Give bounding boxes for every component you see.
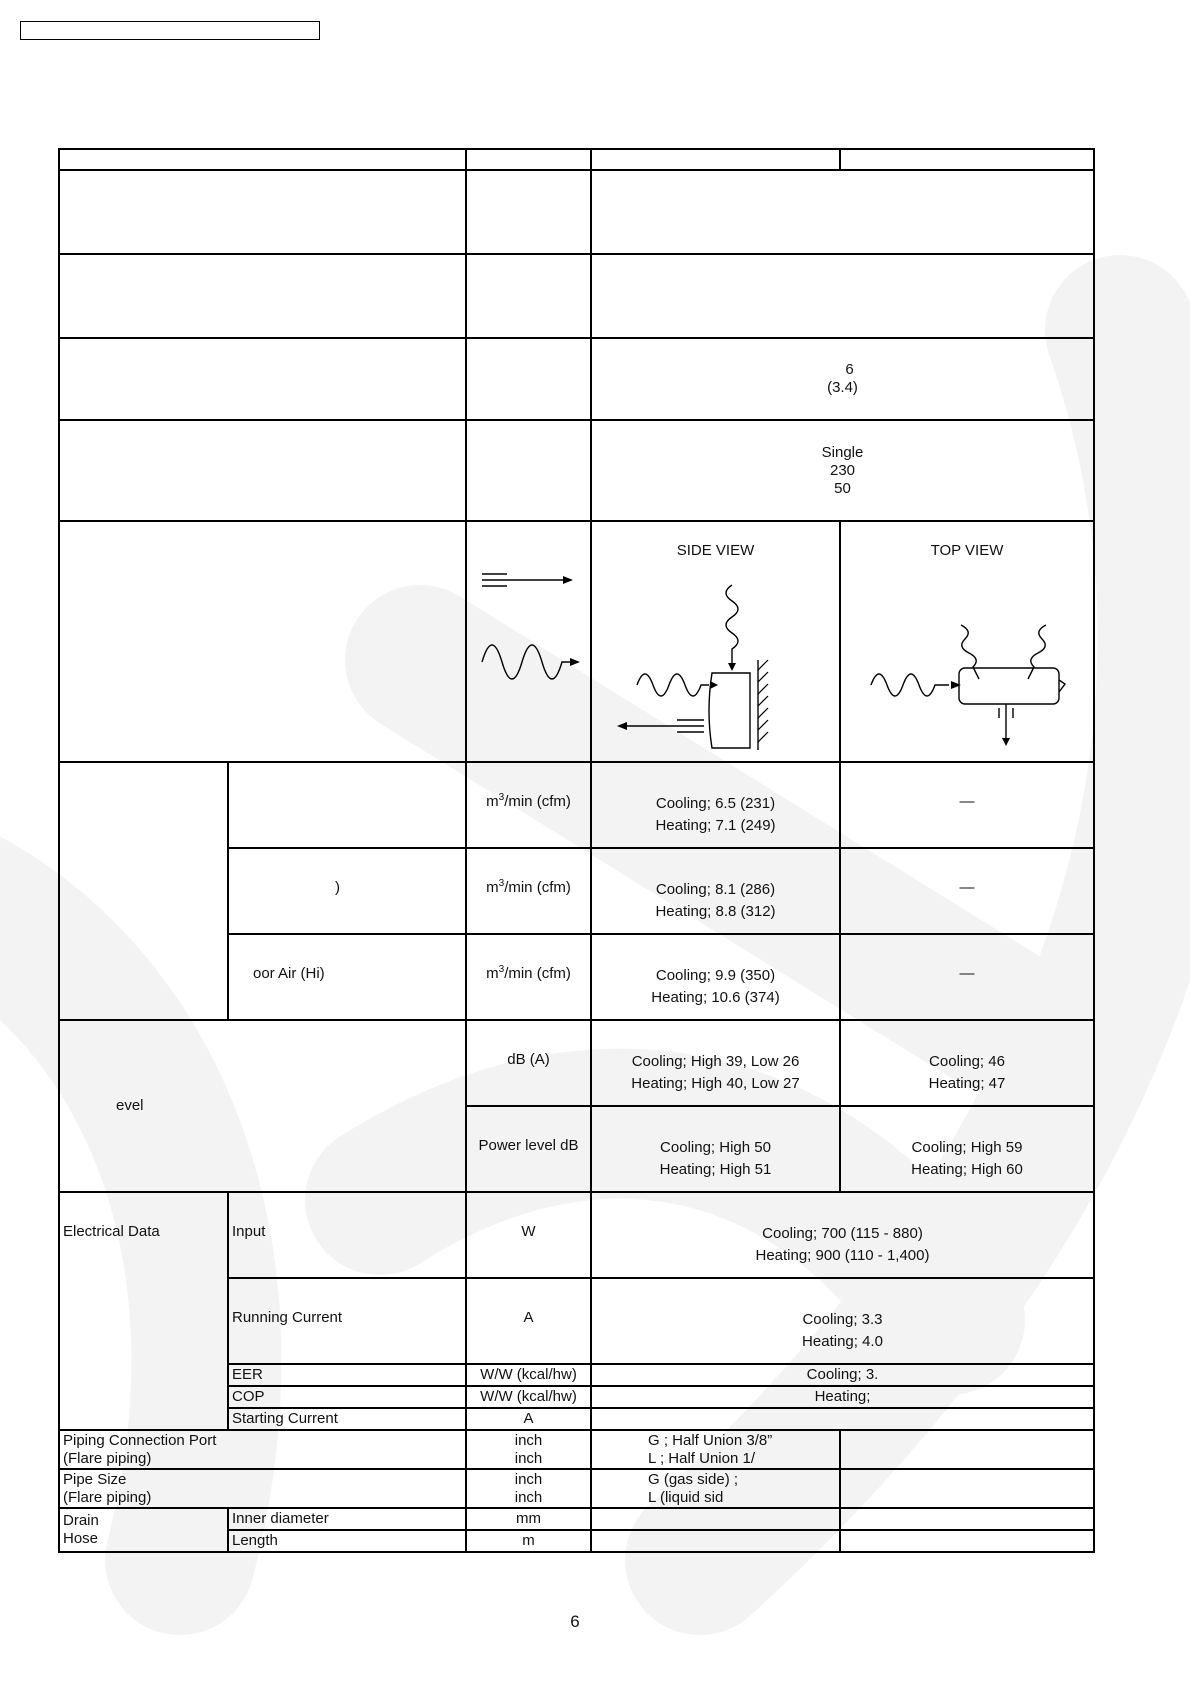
input-unit: W — [521, 1223, 536, 1240]
power-voltage: 230 — [829, 461, 856, 479]
noise-pressure-indoor-heating: Heating; High 40, Low 27 — [631, 1075, 800, 1092]
airflow-direction-row — [59, 521, 1094, 762]
length-unit: m — [522, 1532, 535, 1549]
running-current-cooling: Cooling; 3.3 — [802, 1311, 883, 1328]
noise-pressure-indoor-cooling: Cooling; High 39, Low 26 — [631, 1053, 800, 1070]
running-current-label: Running Current — [232, 1309, 343, 1326]
starting-current-unit: A — [523, 1410, 534, 1427]
input-label: Input — [232, 1223, 266, 1240]
airflow-me-cooling: Cooling; 8.1 (286) — [655, 881, 776, 898]
table-row — [59, 254, 1094, 338]
table-header-row — [59, 149, 1094, 170]
inner-diameter-unit: mm — [516, 1510, 541, 1527]
eer-unit: W/W (kcal/hw) — [480, 1366, 577, 1383]
running-current-unit: A — [523, 1309, 534, 1326]
pipe-size-row: Pipe Size (Flare piping) inch inch G (gas side) ; L (liquid sid — [59, 1469, 1094, 1508]
pipe-size-sublabel: (Flare piping) — [63, 1488, 152, 1506]
noise-power-outdoor-heating: Heating; High 60 — [911, 1161, 1023, 1178]
header-box — [20, 21, 320, 40]
input-cooling: Cooling; 700 (115 - 880) — [762, 1225, 923, 1242]
noise-pressure-unit: dB (A) — [507, 1051, 550, 1068]
specifications-table — [58, 148, 1095, 1553]
inner-diameter-label: Inner diameter — [232, 1510, 329, 1527]
length-label: Length — [232, 1532, 278, 1549]
starting-current-label: Starting Current — [232, 1410, 338, 1427]
cop-label: COP — [232, 1388, 265, 1405]
noise-label: evel — [116, 1097, 144, 1114]
current-value-2: (3.4) — [827, 379, 858, 396]
side-view-diagram — [592, 560, 837, 750]
running-current-heating: Heating; 4.0 — [802, 1333, 883, 1350]
drain-inner-row — [59, 1508, 1094, 1530]
electrical-input-row — [59, 1192, 1094, 1278]
table-row — [59, 170, 1094, 254]
airflow-hi-row: oor Air (Hi) $m^3/\min$ (cfm) Cooling; 9.9 (350) Heating; 10.6 (374) — — [59, 934, 1094, 1020]
airflow-hi-label: oor Air (Hi) — [253, 965, 325, 982]
airflow-legend-icon — [467, 522, 588, 702]
airflow-lo-outdoor: — — [959, 793, 975, 810]
airflow-hi-heating: Heating; 10.6 (374) — [651, 989, 780, 1006]
drain-label: Drain — [63, 1512, 99, 1529]
noise-power-unit: Power level dB — [478, 1137, 579, 1154]
airflow-lo-row: $m^3/\min$ (cfm) Cooling; 6.5 (231) Heating; 7.1 (249) — — [59, 762, 1094, 848]
airflow-me-outdoor: — — [959, 879, 975, 896]
piping-port-row: Piping Connection Port (Flare piping) inch inch G ; Half Union 3/8” L ; Half Union 1/ — [59, 1430, 1094, 1469]
airflow-me-row: ) $m^3/\min$ (cfm) Cooling; 8.1 (286) Heating; 8.8 (312) — — [59, 848, 1094, 934]
pipe-size-liquid: L (liquid sid — [648, 1488, 724, 1506]
piping-port-label: Piping Connection Port — [63, 1431, 217, 1449]
power-phase: Single — [821, 443, 864, 461]
piping-port-sublabel: (Flare piping) — [63, 1449, 152, 1467]
cop-value: Heating; — [814, 1388, 871, 1405]
noise-pressure-outdoor-heating: Heating; 47 — [928, 1075, 1006, 1092]
piping-port-liquid: L ; Half Union 1/ — [648, 1449, 755, 1467]
noise-power-indoor-cooling: Cooling; High 50 — [660, 1139, 771, 1156]
hose-label: Hose — [63, 1530, 99, 1547]
noise-power-indoor-heating: Heating; High 51 — [659, 1161, 772, 1178]
pipe-size-gas: G (gas side) ; — [648, 1470, 739, 1488]
noise-pressure-outdoor-cooling: Cooling; 46 — [929, 1053, 1005, 1070]
page-number: 6 — [570, 1612, 580, 1631]
pipe-size-label: Pipe Size — [63, 1470, 127, 1488]
power-frequency: 50 — [834, 479, 851, 497]
airflow-lo-heating: Heating; 7.1 (249) — [655, 817, 776, 834]
eer-value: Cooling; 3. — [806, 1366, 879, 1383]
current-value-1: 6 — [845, 361, 854, 378]
airflow-hi-outdoor: — — [959, 965, 975, 982]
input-heating: Heating; 900 (110 - 1,400) — [755, 1247, 930, 1264]
top-view-title: TOP VIEW — [930, 542, 1004, 559]
eer-label: EER — [232, 1366, 263, 1383]
noise-pressure-row — [59, 1020, 1094, 1106]
piping-port-gas: G ; Half Union 3/8” — [648, 1431, 773, 1449]
airflow-me-heating: Heating; 8.8 (312) — [655, 903, 776, 920]
top-view-diagram — [841, 560, 1091, 750]
airflow-hi-cooling: Cooling; 9.9 (350) — [655, 967, 776, 984]
current-row — [59, 338, 1094, 420]
cop-unit: W/W (kcal/hw) — [480, 1388, 577, 1405]
side-view-title: SIDE VIEW — [676, 542, 755, 559]
airflow-me-label: ) — [335, 879, 340, 896]
power-supply-row — [59, 420, 1094, 521]
airflow-unit: m — [486, 793, 499, 810]
airflow-lo-cooling: Cooling; 6.5 (231) — [655, 795, 776, 812]
noise-power-outdoor-cooling: Cooling; High 59 — [911, 1139, 1023, 1156]
electrical-data-label: Electrical Data — [63, 1223, 160, 1240]
